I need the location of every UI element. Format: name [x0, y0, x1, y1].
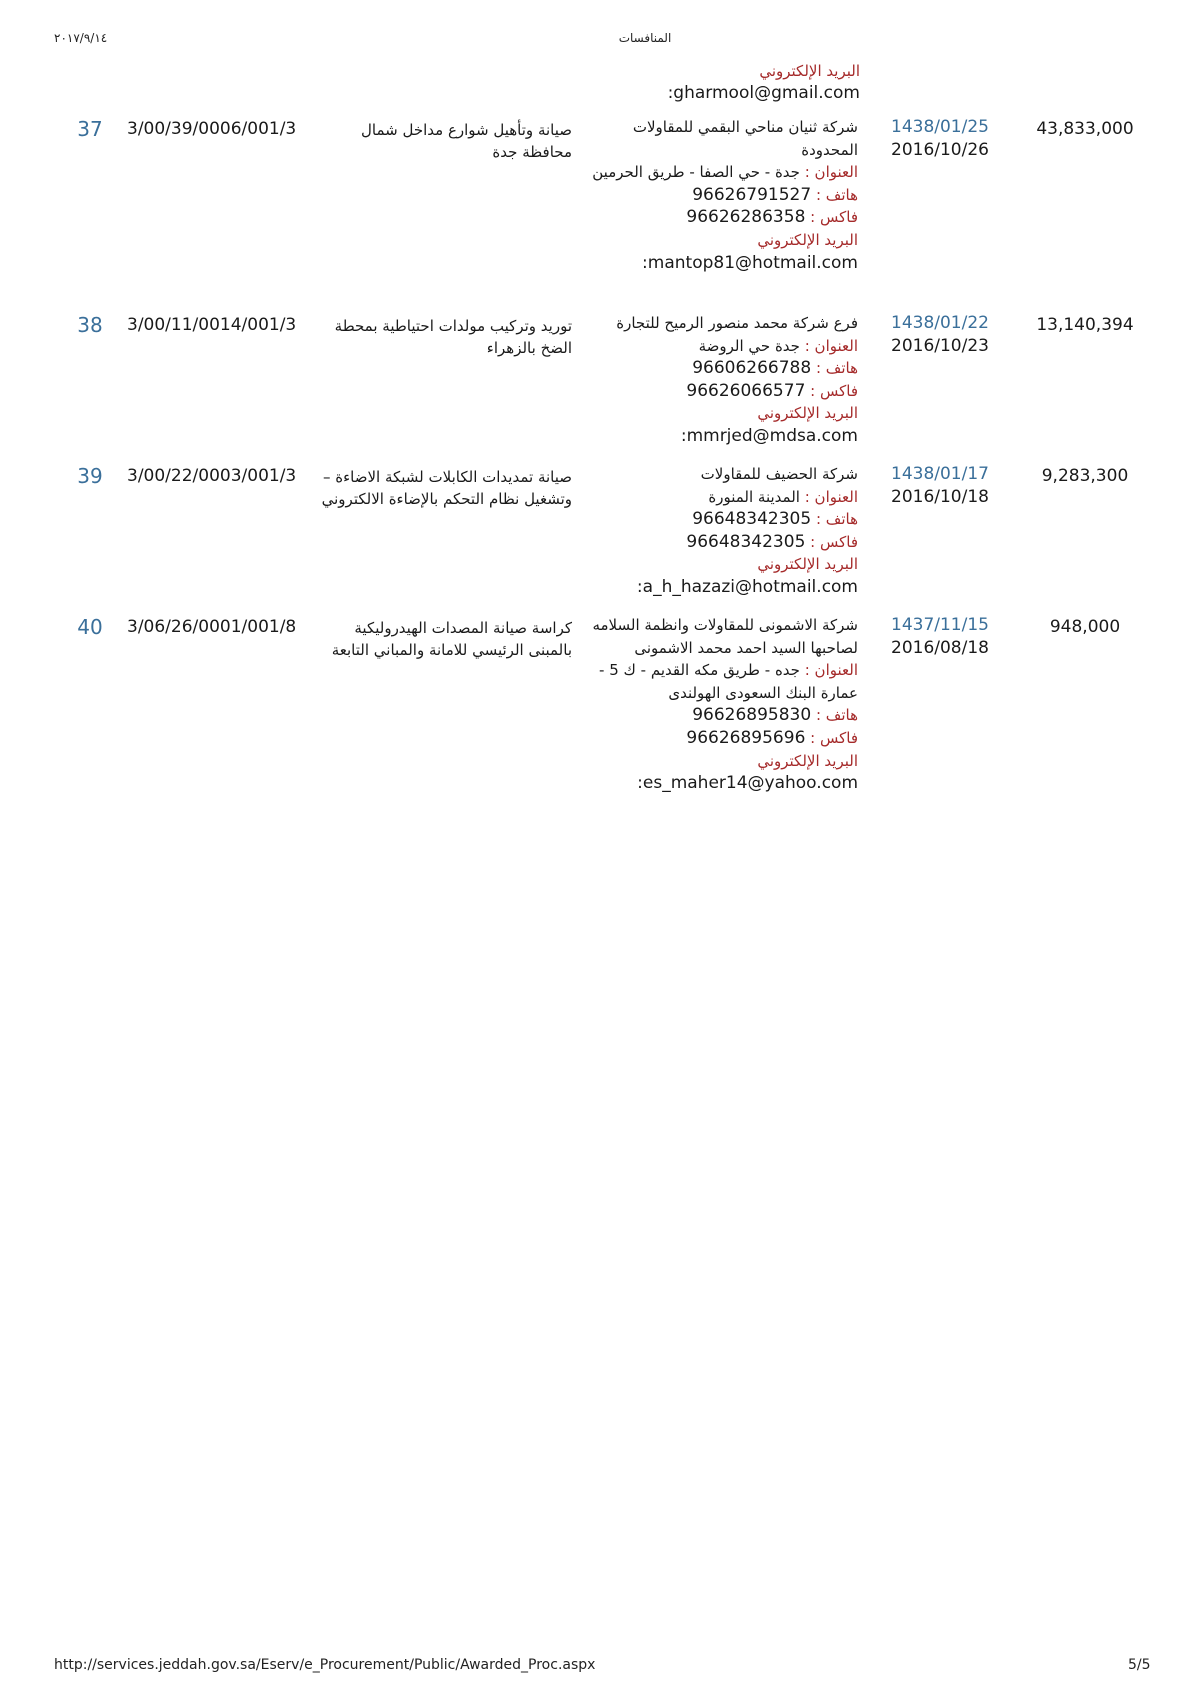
contractor-phone: هاتف : 96626791527 — [692, 184, 858, 205]
date-hijri: 1438/01/25 — [891, 117, 989, 137]
contractor-info — [585, 463, 858, 599]
row-number: 40 — [77, 615, 103, 639]
award-amount: 9,283,300 — [1041, 466, 1129, 486]
award-amount: 43,833,000 — [1036, 119, 1134, 139]
contractor-info — [585, 312, 858, 448]
contractor-email: :mantop81@hotmail.com — [642, 252, 858, 273]
date-hijri: 1437/11/15 — [891, 615, 989, 635]
award-amount: 13,140,394 — [1036, 315, 1134, 335]
award-amount: 948,000 — [1049, 617, 1121, 637]
contractor-email: :a_h_hazazi@hotmail.com — [636, 576, 858, 597]
date-hijri: 1438/01/17 — [891, 464, 989, 484]
date-gregorian: 2016/10/18 — [891, 486, 989, 507]
reference-number: 3/00/11/0014/001/3 — [127, 315, 297, 335]
contractor-fax: فاكس : 96626895696 — [686, 727, 858, 748]
tender-description: صيانة تمديدات الكابلات لشبكة الاضاءة – وتشغيل نظام التحكم بالإضاءة الالكتروني — [321, 468, 572, 508]
page-title: المنافسات — [618, 31, 672, 45]
tender-description: كراسة صيانة المصدات الهيدروليكية بالمبنى الرئيسي للامانة والمباني التابعة — [331, 619, 572, 659]
date-gregorian: 2016/08/18 — [891, 637, 989, 658]
tender-description: صيانة وتأهيل شوارع مداخل شمال محافظة جدة — [360, 121, 572, 161]
contractor-fax: فاكس : 96626066577 — [686, 380, 858, 401]
contractor-name: شركة الاشمونى للمقاولات وانظمة السلامه لصاحبها السيد احمد محمد الاشمونى — [592, 616, 858, 657]
contractor-email-label: البريد الإلكتروني — [757, 404, 858, 423]
award-date — [880, 463, 1000, 508]
carryover-contact — [540, 60, 860, 104]
page-number: 5/5 — [1128, 1657, 1151, 1673]
contractor-phone: هاتف : 96606266788 — [692, 358, 858, 379]
reference-number: 3/00/39/0006/001/3 — [127, 119, 297, 139]
contractor-address: العنوان : جده - طريق مكه القديم - ك 5 - عمارة البنك السعودى الهولندى — [599, 661, 858, 702]
row-number: 38 — [77, 313, 103, 337]
date-gregorian: 2016/10/26 — [891, 139, 989, 160]
award-date — [880, 312, 1000, 357]
contractor-email-label: البريد الإلكتروني — [757, 230, 858, 249]
contractor-phone: هاتف : 96648342305 — [692, 509, 858, 530]
contractor-address: العنوان : المدينة المنورة — [708, 487, 858, 506]
print-date: ٢٠١٧/٩/١٤ — [54, 31, 108, 45]
contractor-address: العنوان : جدة حي الروضة — [698, 336, 858, 355]
carryover-email: :gharmool@gmail.com — [667, 83, 860, 103]
contractor-email: :es_maher14@yahoo.com — [637, 773, 858, 794]
contractor-phone: هاتف : 96626895830 — [692, 705, 858, 726]
carryover-email-label: البريد الإلكتروني — [759, 62, 860, 80]
tender-description: توريد وتركيب مولدات احتياطية بمحطة الضخ بالزهراء — [334, 317, 572, 357]
contractor-email-label: البريد الإلكتروني — [757, 555, 858, 574]
date-gregorian: 2016/10/23 — [891, 335, 989, 356]
contractor-email-label: البريد الإلكتروني — [757, 751, 858, 770]
contractor-name: شركة الحضيف للمقاولات — [700, 465, 858, 483]
contractor-address: العنوان : جدة - حي الصفا - طريق الحرمين — [592, 163, 858, 182]
award-date — [880, 614, 1000, 659]
source-url: http://services.jeddah.gov.sa/Eserv/e_Procurement/Public/Awarded_Proc.aspx — [54, 1657, 596, 1673]
contractor-name: فرع شركة محمد منصور الرميح للتجارة — [616, 314, 858, 332]
contractor-name: شركة ثنيان مناحي البقمي للمقاولات المحدودة — [632, 118, 858, 159]
award-date — [880, 116, 1000, 161]
contractor-info — [585, 614, 858, 795]
reference-number: 3/00/22/0003/001/3 — [127, 466, 297, 486]
row-number: 39 — [77, 464, 103, 488]
reference-number: 3/06/26/0001/001/8 — [127, 617, 297, 637]
contractor-fax: فاكس : 96648342305 — [686, 531, 858, 552]
date-hijri: 1438/01/22 — [891, 313, 989, 333]
contractor-email: :mmrjed@mdsa.com — [680, 425, 858, 446]
contractor-info — [585, 116, 858, 274]
row-number: 37 — [77, 117, 103, 141]
contractor-fax: فاكس : 96626286358 — [686, 207, 858, 228]
